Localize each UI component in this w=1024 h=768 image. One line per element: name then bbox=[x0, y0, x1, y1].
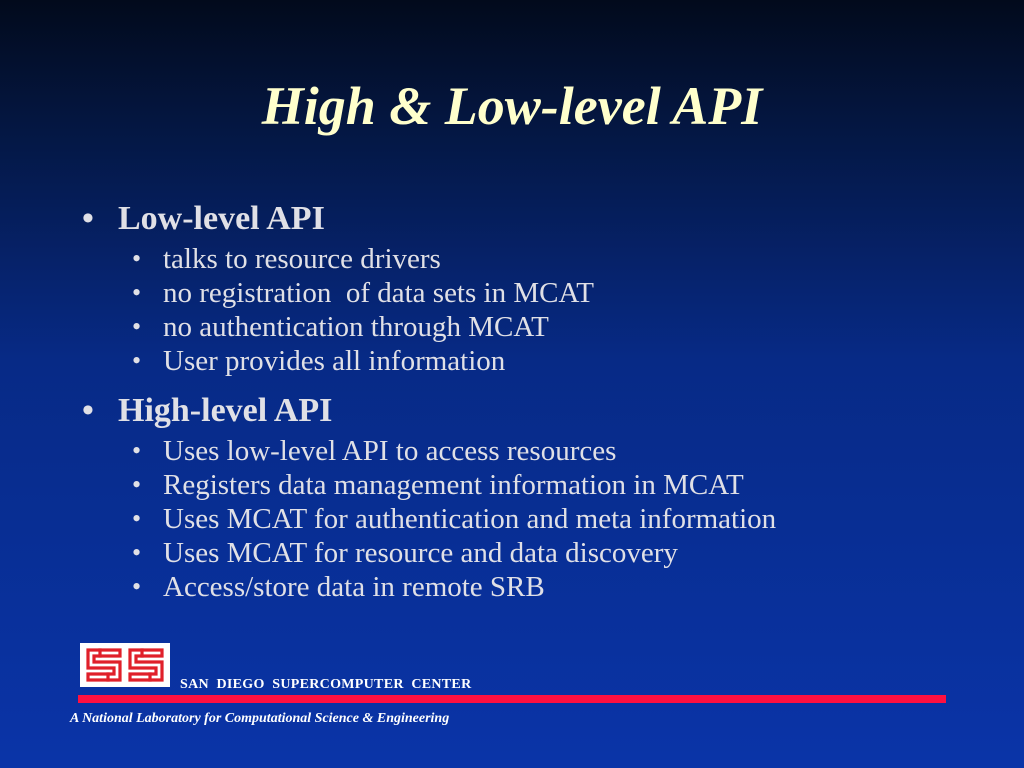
bullet-dot-icon: • bbox=[82, 392, 94, 429]
organization-name: SAN DIEGO SUPERCOMPUTER CENTER bbox=[180, 677, 472, 692]
bullet-label: Low-level API bbox=[118, 200, 325, 237]
sub-bullet-item bbox=[132, 434, 982, 468]
sub-bullet-list bbox=[132, 242, 982, 378]
footer-divider bbox=[78, 695, 946, 703]
sub-bullet-dot-icon: • bbox=[132, 504, 142, 533]
sub-bullet-item bbox=[132, 310, 982, 344]
sub-bullet-dot-icon: • bbox=[132, 244, 142, 273]
sub-bullet-text: Uses MCAT for authentication and meta information bbox=[163, 503, 777, 535]
sub-bullet-text: Uses MCAT for resource and data discovery bbox=[163, 537, 678, 569]
sub-bullet-text: no authentication through MCAT bbox=[163, 311, 549, 343]
bullet-label: High-level API bbox=[118, 392, 333, 429]
sub-bullet-dot-icon: • bbox=[132, 346, 142, 375]
sub-bullet-dot-icon: • bbox=[132, 572, 142, 601]
sub-bullet-dot-icon: • bbox=[132, 436, 142, 465]
sub-bullet-item bbox=[132, 276, 982, 310]
sub-bullet-dot-icon: • bbox=[132, 278, 142, 307]
sub-bullet-dot-icon: • bbox=[132, 538, 142, 567]
bullet-list bbox=[82, 196, 982, 614]
bullet-low-level-api bbox=[82, 196, 982, 242]
sub-bullet-dot-icon: • bbox=[132, 470, 142, 499]
sub-bullet-item bbox=[132, 570, 982, 604]
sub-bullet-text: Access/store data in remote SRB bbox=[163, 571, 545, 603]
sub-bullet-text: Registers data management information in MCAT bbox=[163, 469, 744, 501]
sub-bullet-text: no registration of data sets in MCAT bbox=[163, 277, 594, 309]
sub-bullet-text: Uses low-level API to access resources bbox=[163, 435, 617, 467]
slide-title: High & Low-level API bbox=[261, 76, 763, 136]
sub-bullet-item bbox=[132, 502, 982, 536]
sub-bullet-text: talks to resource drivers bbox=[163, 243, 441, 275]
bullet-high-level-api bbox=[82, 388, 982, 434]
sdsc-logo-icon bbox=[80, 643, 170, 687]
sub-bullet-item bbox=[132, 468, 982, 502]
sub-bullet-item bbox=[132, 344, 982, 378]
sub-bullet-dot-icon: • bbox=[132, 312, 142, 341]
sub-bullet-item bbox=[132, 242, 982, 276]
sub-bullet-text: User provides all information bbox=[163, 345, 506, 377]
sub-bullet-list bbox=[132, 434, 982, 604]
bullet-dot-icon: • bbox=[82, 200, 94, 237]
sub-bullet-item bbox=[132, 536, 982, 570]
footer-tagline: A National Laboratory for Computational Science & Engineering bbox=[70, 711, 450, 726]
